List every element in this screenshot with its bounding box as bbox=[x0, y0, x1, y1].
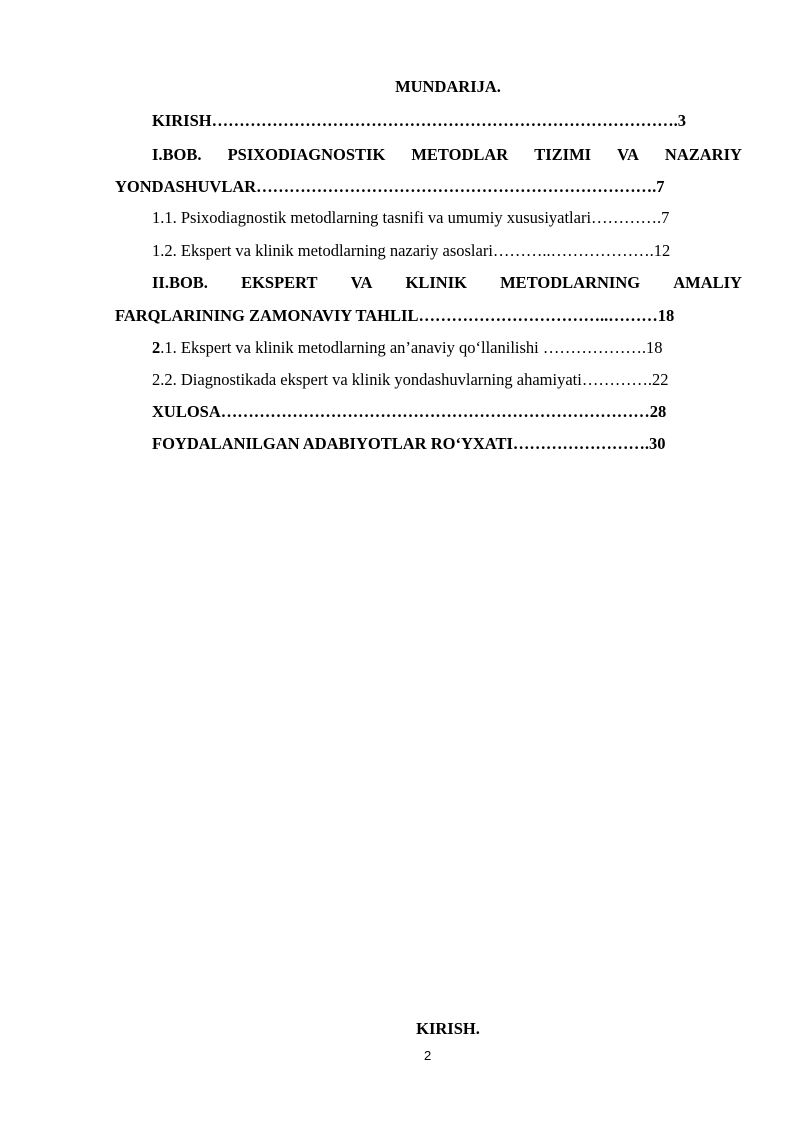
bob1-word: I.BOB. bbox=[152, 145, 202, 164]
toc-entry-bob1-line2: YONDASHUVLAR……………………………………………………………….7 bbox=[115, 177, 665, 196]
toc-entry-bob1-line1 bbox=[152, 145, 742, 165]
bob1-word: TIZIMI bbox=[534, 145, 592, 164]
toc-entry-bob2-line2: FARQLARINING ZAMONAVIY TAHLIL……………………………..………18 bbox=[115, 306, 675, 325]
next-section-heading: KIRISH. bbox=[416, 1019, 480, 1038]
bob1-word: NAZARIY bbox=[664, 145, 742, 164]
toc-title: MUNDARIJA. bbox=[395, 77, 501, 96]
toc-entry-2-2: 2.2. Diagnostikada ekspert va klinik yondashuvlarning ahamiyati………….22 bbox=[152, 370, 669, 389]
toc-entry-foydalanilgan: FOYDALANILGAN ADABIYOTLAR RO‘YXATI…………………….30 bbox=[152, 434, 666, 453]
bob2-word: EKSPERT bbox=[241, 273, 318, 292]
bob1-word: METODLAR bbox=[411, 145, 509, 164]
toc-entry-2-1-text: .1. Ekspert va klinik metodlarning an’anaviy qo‘llanilishi ……………….18 bbox=[160, 338, 663, 357]
toc-entry-2-1 bbox=[152, 338, 663, 358]
bob2-word: AMALIY bbox=[673, 273, 742, 292]
toc-entry-2-1-number: 2 bbox=[152, 338, 161, 357]
bob2-word: METODLARNING bbox=[500, 273, 641, 292]
toc-entry-bob2-line1 bbox=[152, 273, 742, 293]
toc-entry-xulosa: XULOSA……………………………………………………………………28 bbox=[152, 402, 667, 421]
bob1-word: PSIXODIAGNOSTIK bbox=[227, 145, 386, 164]
toc-entry-1-1: 1.1. Psixodiagnostik metodlarning tasnifi va umumiy xususiyatlari………….7 bbox=[152, 208, 670, 227]
bob2-word: KLINIK bbox=[405, 273, 467, 292]
bob1-word: VA bbox=[617, 145, 639, 164]
bob2-word: VA bbox=[350, 273, 373, 292]
bob2-word: II.BOB. bbox=[152, 273, 208, 292]
page-number: 2 bbox=[424, 1048, 432, 1063]
toc-entry-kirish: KIRISH………………………………………………………………………….3 bbox=[152, 111, 686, 130]
toc-entry-1-2: 1.2. Ekspert va klinik metodlarning nazariy asoslari………..……………….12 bbox=[152, 241, 671, 260]
